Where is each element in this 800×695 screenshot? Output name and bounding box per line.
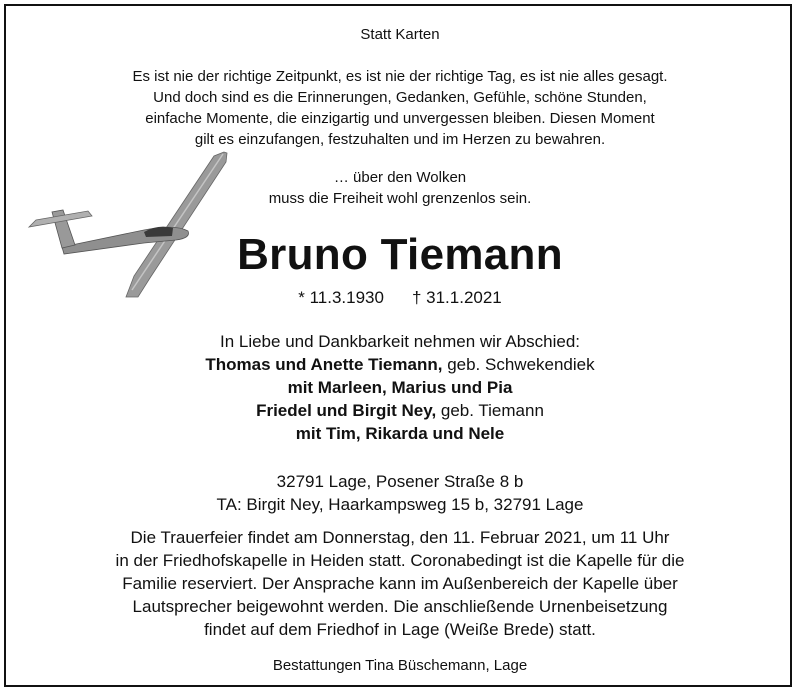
birth-date: * 11.3.1930 xyxy=(298,288,384,307)
undertaker-text: Bestattungen Tina Büschemann, Lage xyxy=(272,657,528,674)
funeral-line: Familie reserviert. Der Ansprache kann im Außenbereich der Kapelle über xyxy=(122,574,678,593)
funeral-line: Lautsprecher beigewohnt werden. Die anschließende Urnenbeisetzung xyxy=(132,597,668,616)
quote-line: … über den Wolken xyxy=(333,169,467,186)
funeral-line: Die Trauerfeier findet am Donnerstag, den 11. Februar 2021, um 11 Uhr xyxy=(130,528,670,547)
mourner-line: mit Tim, Rikarda und Nele xyxy=(295,424,505,443)
poem-line: Es ist nie der richtige Zeitpunkt, es ist nie der richtige Tag, es ist nie alles gesagt. xyxy=(132,68,668,85)
life-dates xyxy=(0,286,800,309)
funeral-line: in der Friedhofskapelle in Heiden statt. Coronabedingt ist die Kapelle für die xyxy=(115,551,685,570)
funeral-line: findet auf dem Friedhof in Lage (Weiße Brede) statt. xyxy=(204,620,596,639)
deceased-name: Bruno Tiemann xyxy=(237,230,563,279)
farewell-intro: In Liebe und Dankbarkeit nehmen wir Abschied: xyxy=(219,332,581,351)
mourner-line: Thomas und Anette Tiemann, geb. Schwekendiek xyxy=(205,355,595,374)
mourner-line: mit Marleen, Marius und Pia xyxy=(287,378,513,397)
death-date: † 31.1.2021 xyxy=(411,288,502,307)
quote-line: muss die Freiheit wohl grenzenlos sein. xyxy=(268,190,532,207)
address-line: TA: Birgit Ney, Haarkampsweg 15 b, 32791 Lage xyxy=(216,495,584,514)
address-line: 32791 Lage, Posener Straße 8 b xyxy=(276,472,524,491)
poem-line: Und doch sind es die Erinnerungen, Gedanken, Gefühle, schöne Stunden, xyxy=(153,89,647,106)
poem-line: gilt es einzufangen, festzuhalten und im Herzen zu bewahren. xyxy=(194,131,606,148)
header-text: Statt Karten xyxy=(360,26,440,43)
poem-line: einfache Momente, die einzigartig und unvergessen bleiben. Diesen Moment xyxy=(145,110,655,127)
mourner-line: Friedel und Birgit Ney, geb. Tiemann xyxy=(256,401,544,420)
